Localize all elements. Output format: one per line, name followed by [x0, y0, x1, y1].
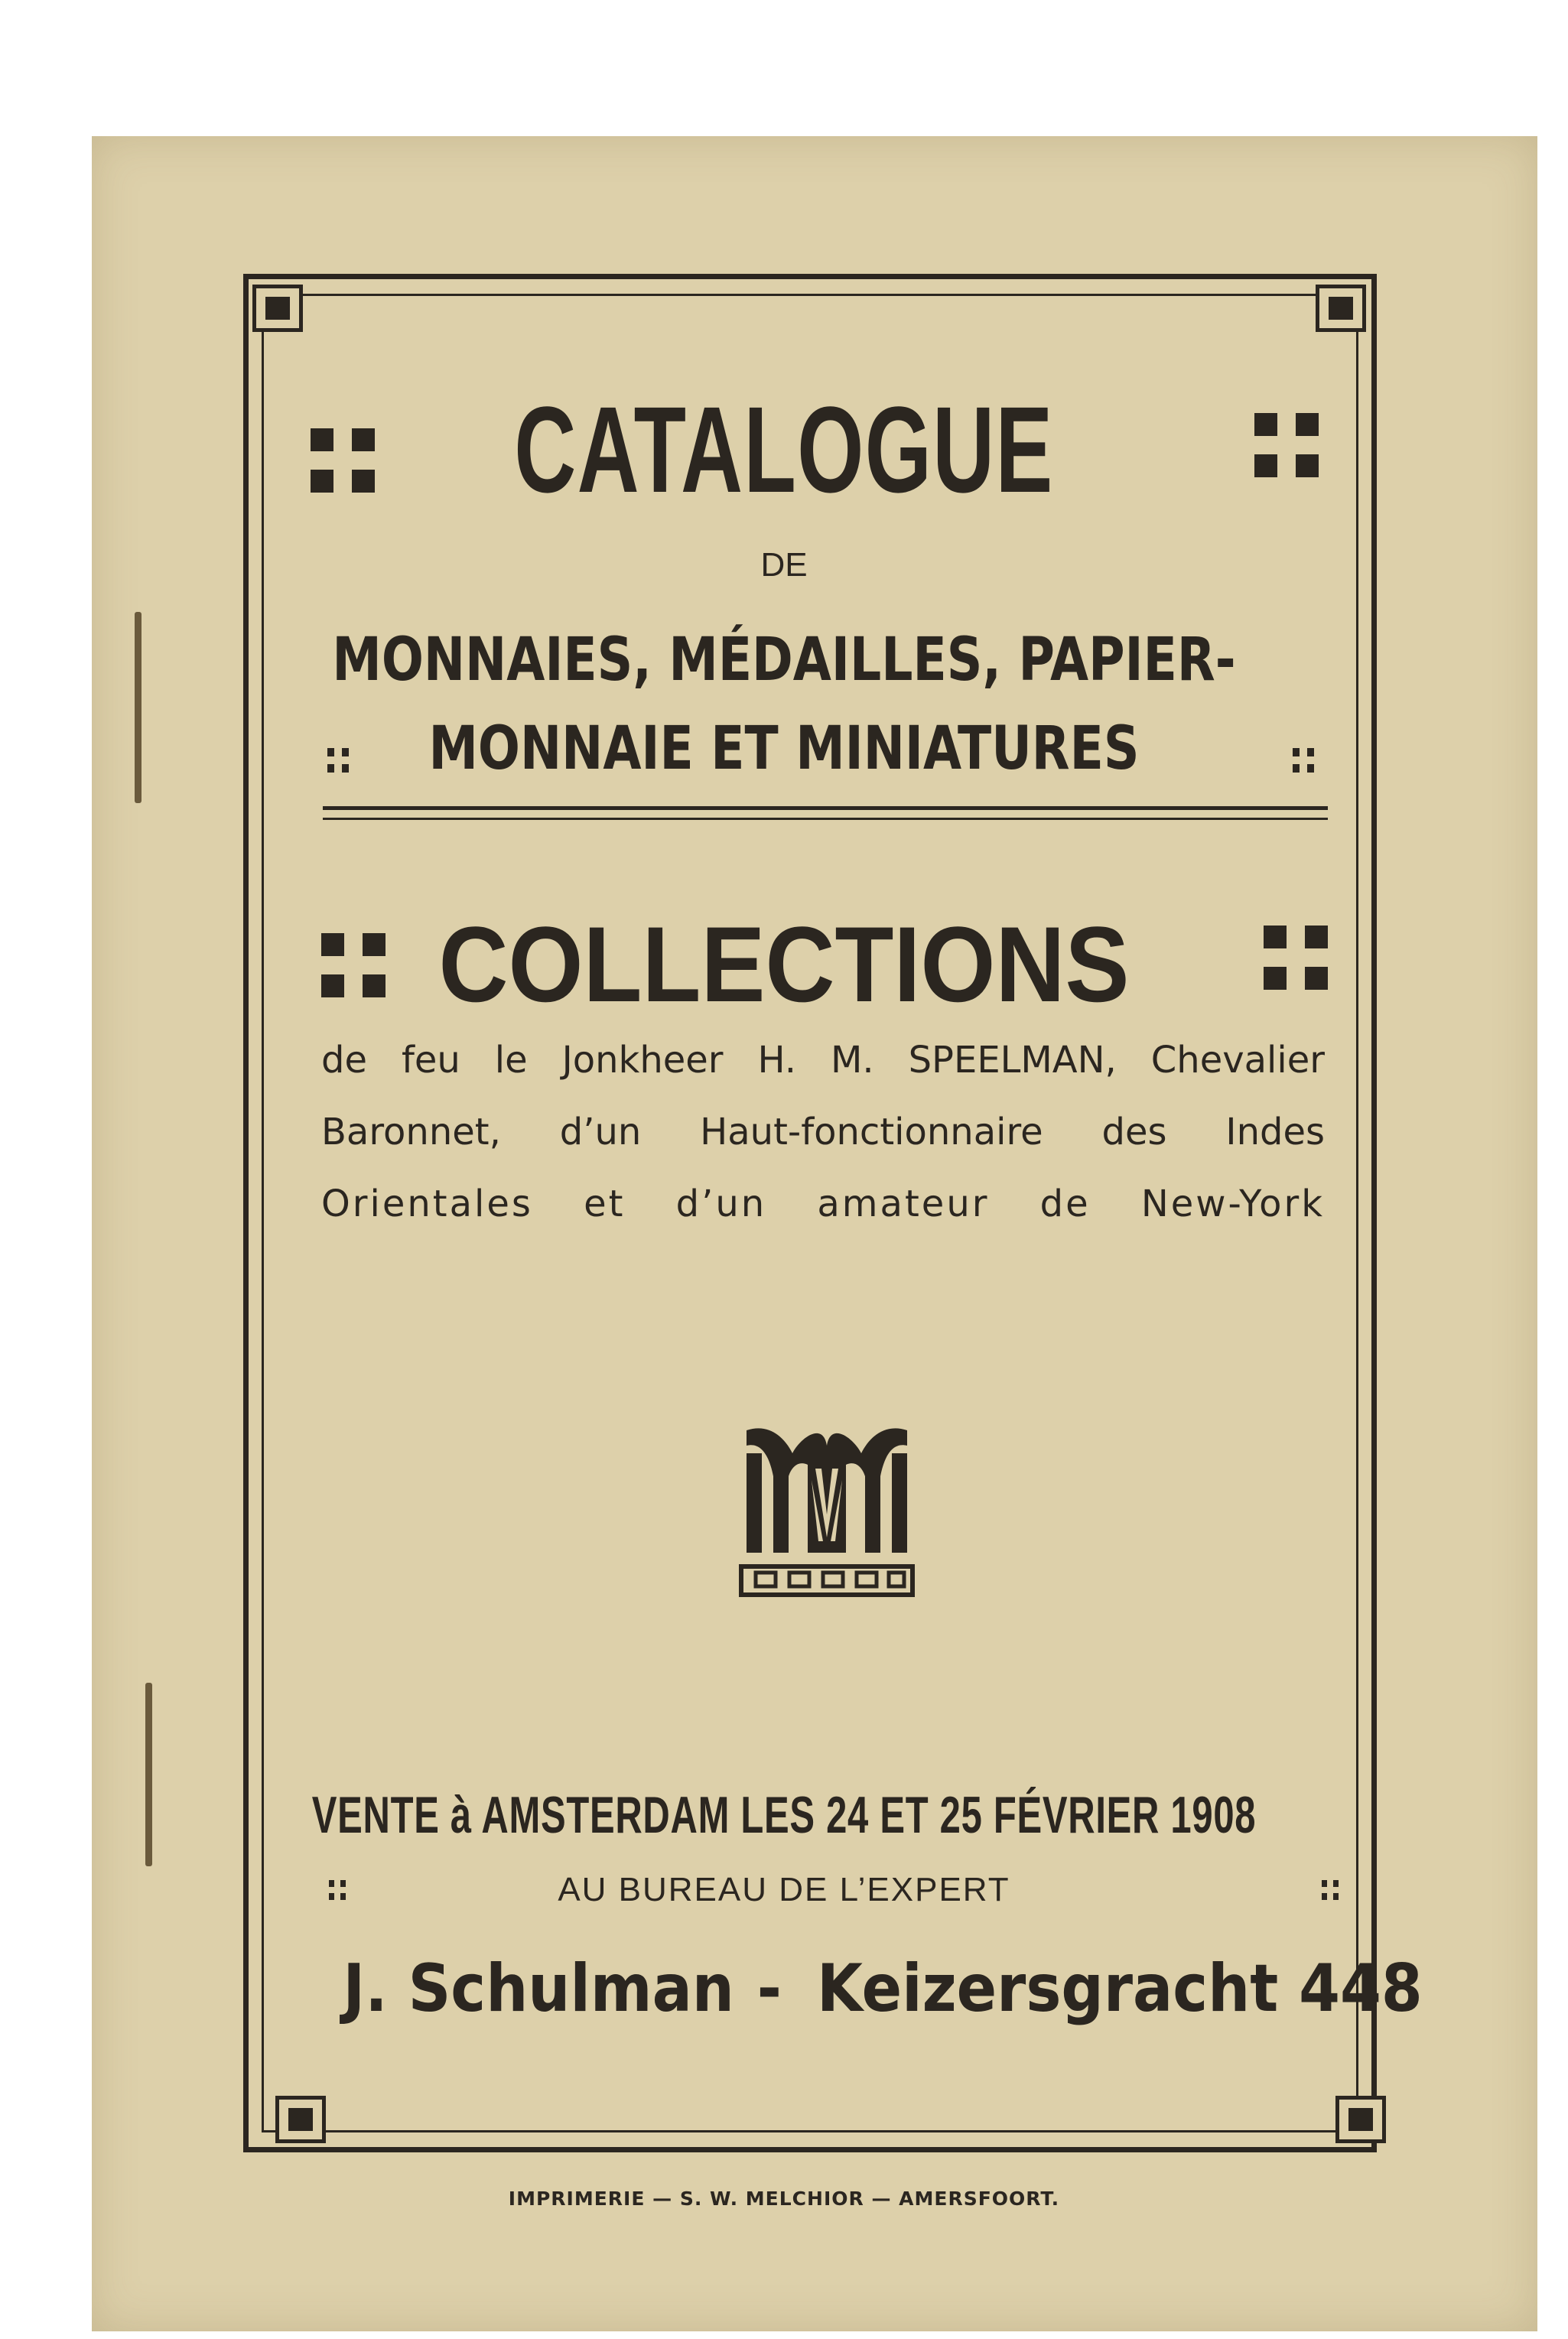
corner-ornament-bottom-left	[275, 2096, 326, 2143]
printer-imprint: IMPRIMERIE — S. W. MELCHIOR — AMERSFOORT.	[508, 2188, 1060, 2210]
catalogue-title: CATALOGUE	[514, 381, 1054, 518]
corner-ornament-bottom-right	[1335, 2096, 1386, 2143]
expert-name: J. Schulman	[343, 1950, 734, 2027]
dots-ornament-subject-right	[1293, 748, 1314, 773]
corner-ornament-top-right	[1316, 285, 1366, 332]
description-line-3: Orientales et d’un amateur de New-York	[321, 1183, 1325, 1225]
description-line-2: Baronnet, d’un Haut-fonctionnaire des Indes	[321, 1111, 1325, 1153]
expert-address	[321, 1950, 1423, 2027]
bureau-line: AU BUREAU DE L’EXPERT	[558, 1871, 1010, 1908]
expert-street: Keizersgracht 448	[817, 1950, 1423, 2027]
art-nouveau-ornament-icon	[739, 1423, 915, 1599]
divider-rule-thick	[323, 806, 1328, 810]
sale-date-line: VENTE à AMSTERDAM LES 24 ET 25 FÉVRIER 1908	[311, 1786, 1257, 1844]
title-connector-de: DE	[760, 546, 808, 584]
dots-ornament-collections-right	[1264, 926, 1328, 990]
address-separator: -	[757, 1950, 782, 2027]
staple-bottom	[145, 1683, 152, 1866]
dots-ornament-title-right	[1254, 413, 1319, 477]
description-line-1: de feu le Jonkheer H. M. SPEELMAN, Chevalier	[321, 1039, 1325, 1082]
subject-line-1: MONNAIES, MÉDAILLES, PAPIER-	[332, 626, 1236, 695]
divider-rule-thin	[323, 818, 1328, 820]
collections-heading: COLLECTIONS	[438, 904, 1130, 1024]
subject-line-2: MONNAIE ET MINIATURES	[428, 714, 1140, 783]
corner-ornament-top-left	[252, 285, 303, 332]
dots-ornament-bureau-right	[1322, 1880, 1339, 1900]
